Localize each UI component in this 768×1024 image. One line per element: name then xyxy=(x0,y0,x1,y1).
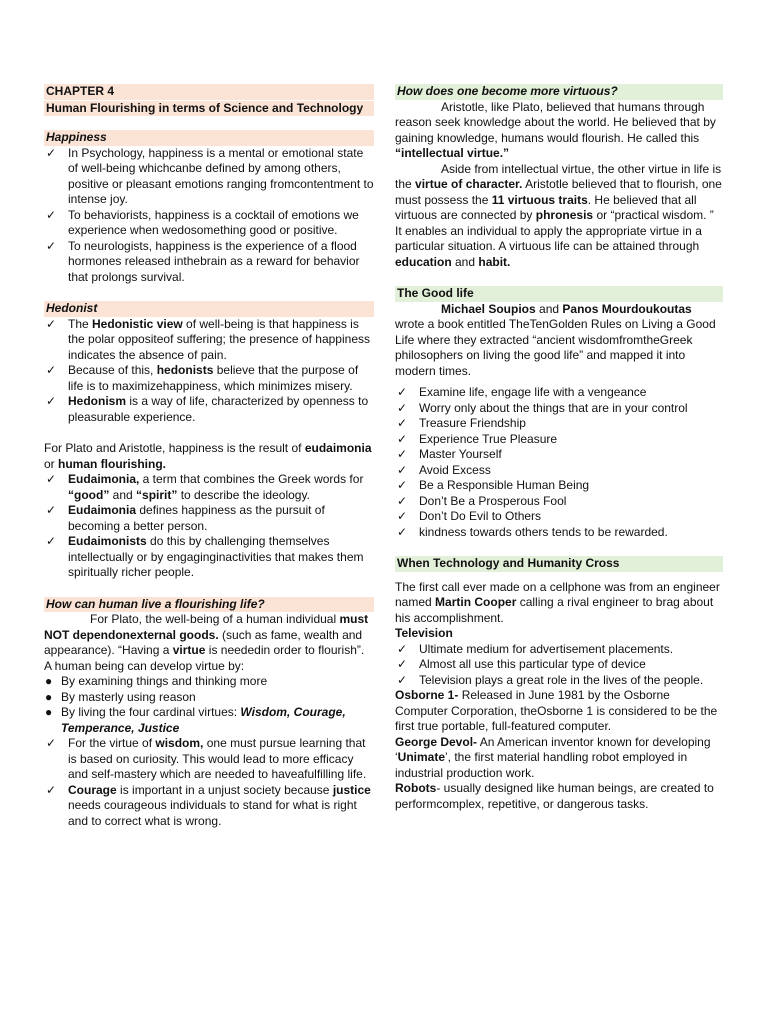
list-item: ✓ kindness towards others tends to be rewarded. xyxy=(395,525,723,541)
list-item: ✓ Television plays a great role in the lives of the people. xyxy=(395,673,723,689)
virtuous-paragraph-2: Aside from intellectual virtue, the other virtue in life is the virtue of character. Aristotle believed that to flourish, one must possess the 11 virtuous traits. He believed that all virtuous are connected by phronesis or “practical wisdom. ” It enables an individual to apply the appropriate virtue in a particular situation. A virtuous life can be attained through education and habit. xyxy=(395,161,722,269)
virtue-intro: A human being can develop virtue by: xyxy=(44,658,245,673)
list-item: ✓ To behaviorists, happiness is a cocktail of emotions we experience when wedosomething good or positive. xyxy=(44,208,374,239)
list-item: ✓ Because of this, hedonists believe that the purpose of life is to maximizehappiness, which minimizes misery. xyxy=(44,363,374,394)
goodlife-paragraph: Michael Soupios and Panos Mourdoukoutas wrote a book entitled TheTenGolden Rules on Living a Good Life where they extracted “ancient wisdomfromtheGreek philosophers on living the good life” and mapped it into modern times. xyxy=(395,301,716,378)
right-column xyxy=(395,84,723,812)
list-item: ✓ Avoid Excess xyxy=(395,463,723,479)
flourish-heading: How can human live a flourishing life? xyxy=(44,597,374,613)
list-item: ✓ Don’t Be a Prosperous Fool xyxy=(395,494,723,510)
list-item: ✓ Experience True Pleasure xyxy=(395,432,723,448)
happiness-list xyxy=(44,146,374,286)
television-label: Television xyxy=(395,626,453,640)
flourish-paragraph: For Plato, the well-being of a human individual must NOT dependonexternal goods. (such as fame, wealth and appearance). “Having a virtue is neededin order to flourish”. xyxy=(44,612,369,657)
osborne-paragraph: Osborne 1- Released in June 1981 by the Osborne Computer Corporation, theOsborne 1 is considered to be the first true portable, full-featured computer. xyxy=(395,688,718,733)
list-item: ✓ For the virtue of wisdom, one must pursue learning that is based on curiosity. This would lead to more efficacy and self-mastery which are needed to haveafulfilling life. xyxy=(44,736,374,783)
virtuous-paragraph-1: Aristotle, like Plato, believed that humans through reason seek knowledge about the world. He believed that by gaining knowledge, humans would flourish. He called this “intellectual virtue.” xyxy=(395,99,716,160)
list-item: ✓ Be a Responsible Human Being xyxy=(395,478,723,494)
list-item: ✓ The Hedonistic view of well-being is that happiness is the polar oppositeof suffering; the presence of happiness indicates the absence of pain. xyxy=(44,317,374,364)
list-item: ✓ Examine life, engage life with a vengeance xyxy=(395,385,723,401)
list-item: ✓ In Psychology, happiness is a mental or emotional state of well-being whichcanbe defined by among others, positive or pleasant emotions ranging fromcontentment to intense joy. xyxy=(44,146,374,208)
chapter-label: CHAPTER 4 xyxy=(44,84,374,100)
list-item: ✓ Treasure Friendship xyxy=(395,416,723,432)
eudaimonia-list xyxy=(44,472,374,581)
list-item: ✓ Don’t Do Evil to Others xyxy=(395,509,723,525)
list-item: ✓ Eudaimonia defines happiness as the pursuit of becoming a better person. xyxy=(44,503,374,534)
devol-paragraph: George Devol- An American inventor known for developing ‘Unimate’, the first material handling robot employed in industrial production work. xyxy=(395,734,711,780)
list-item: ● By masterly using reason xyxy=(44,690,374,706)
list-item: ✓ Eudaimonia, a term that combines the Greek words for “good” and “spirit” to describe the ideology. xyxy=(44,472,374,503)
list-item: ✓ Courage is important in a unjust society because justice needs courageous individuals to stand for what is right and to correct what is wrong. xyxy=(44,783,374,830)
list-item: ✓ Worry only about the things that are in your control xyxy=(395,401,723,417)
list-item: ● By examining things and thinking more xyxy=(44,674,374,690)
list-item: ✓ To neurologists, happiness is the experience of a flood hormones released inthebrain as a reward for behavior that prolongs survival. xyxy=(44,239,374,286)
cellphone-paragraph: The first call ever made on a cellphone was from an engineer named Martin Cooper calling a rival engineer to brag about his accomplishment. xyxy=(395,579,720,625)
virtuous-heading: How does one become more virtuous? xyxy=(395,84,723,100)
chapter-title: Human Flourishing in terms of Science and Technology xyxy=(44,101,374,117)
hedonist-list xyxy=(44,317,374,426)
left-column xyxy=(44,84,374,829)
list-item: ✓ Eudaimonists do this by challenging themselves intellectually or by engaginginactivities that makes them spiritually richer people. xyxy=(44,534,374,581)
virtue-list xyxy=(44,736,374,829)
virtue-bullets xyxy=(44,674,374,736)
list-item: ● By living the four cardinal virtues: Wisdom, Courage, Temperance, Justice xyxy=(44,705,374,736)
goodlife-heading: The Good life xyxy=(395,286,723,302)
list-item: ✓ Almost all use this particular type of device xyxy=(395,657,723,673)
list-item: ✓ Master Yourself xyxy=(395,447,723,463)
tech-heading: When Technology and Humanity Cross xyxy=(395,556,723,572)
happiness-heading: Happiness xyxy=(44,130,374,146)
robots-paragraph: Robots- usually designed like human beings, are created to performcomplex, repetitive, or dangerous tasks. xyxy=(395,781,714,811)
list-item: ✓ Ultimate medium for advertisement placements. xyxy=(395,642,723,658)
eudaimonia-intro: For Plato and Aristotle, happiness is the result of eudaimonia or human flourishing. xyxy=(44,441,372,471)
hedonist-heading: Hedonist xyxy=(44,301,374,317)
television-list xyxy=(395,642,723,689)
list-item: ✓ Hedonism is a way of life, characterized by openness to pleasurable experience. xyxy=(44,394,374,425)
golden-rules-list xyxy=(395,385,723,540)
